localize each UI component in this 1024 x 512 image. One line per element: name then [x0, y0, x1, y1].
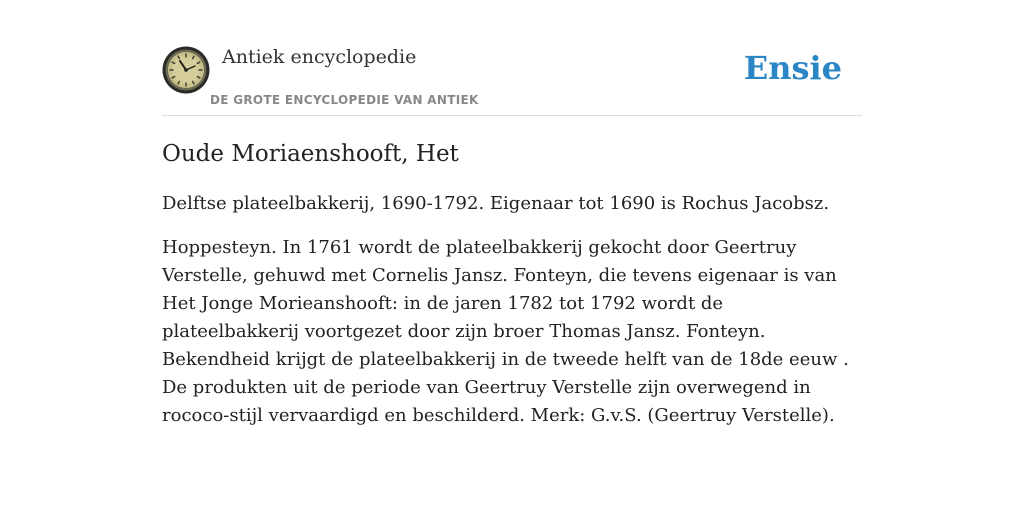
header-divider	[162, 115, 862, 116]
site-header	[162, 44, 862, 116]
article-paragraph: Hoppesteyn. In 1761 wordt de plateelbakkerij gekocht door Geertruy Verstelle, gehuwd met Cornelis Jansz. Fonteyn, die tevens eigenaar is van Het Jonge Morieanshooft: in de jaren 1782 tot 1792 wordt de plateelbakkerij voortgezet door zijn broer Thomas Jansz. Fonteyn. Bekendheid krijgt de plateelbakkerij in de tweede helft van de 18de eeuw . De produkten uit de periode van Geertruy Verstelle zijn overwegend in rococo-stijl vervaardigd en beschilderd. Merk: G.v.S. (Geertruy Verstelle).	[162, 237, 849, 426]
clock-icon[interactable]	[162, 46, 210, 94]
article-paragraph: Delftse plateelbakkerij, 1690-1792. Eigenaar tot 1690 is Rochus Jacobsz.	[162, 193, 830, 214]
article-title: Oude Moriaenshooft, Het	[162, 141, 459, 167]
site-title[interactable]: Antiek encyclopedie	[222, 46, 417, 68]
brand-logo-link[interactable]: Ensie	[743, 49, 842, 87]
site-subtitle: DE GROTE ENCYCLOPEDIE VAN ANTIEK	[210, 93, 479, 107]
article	[162, 138, 862, 446]
